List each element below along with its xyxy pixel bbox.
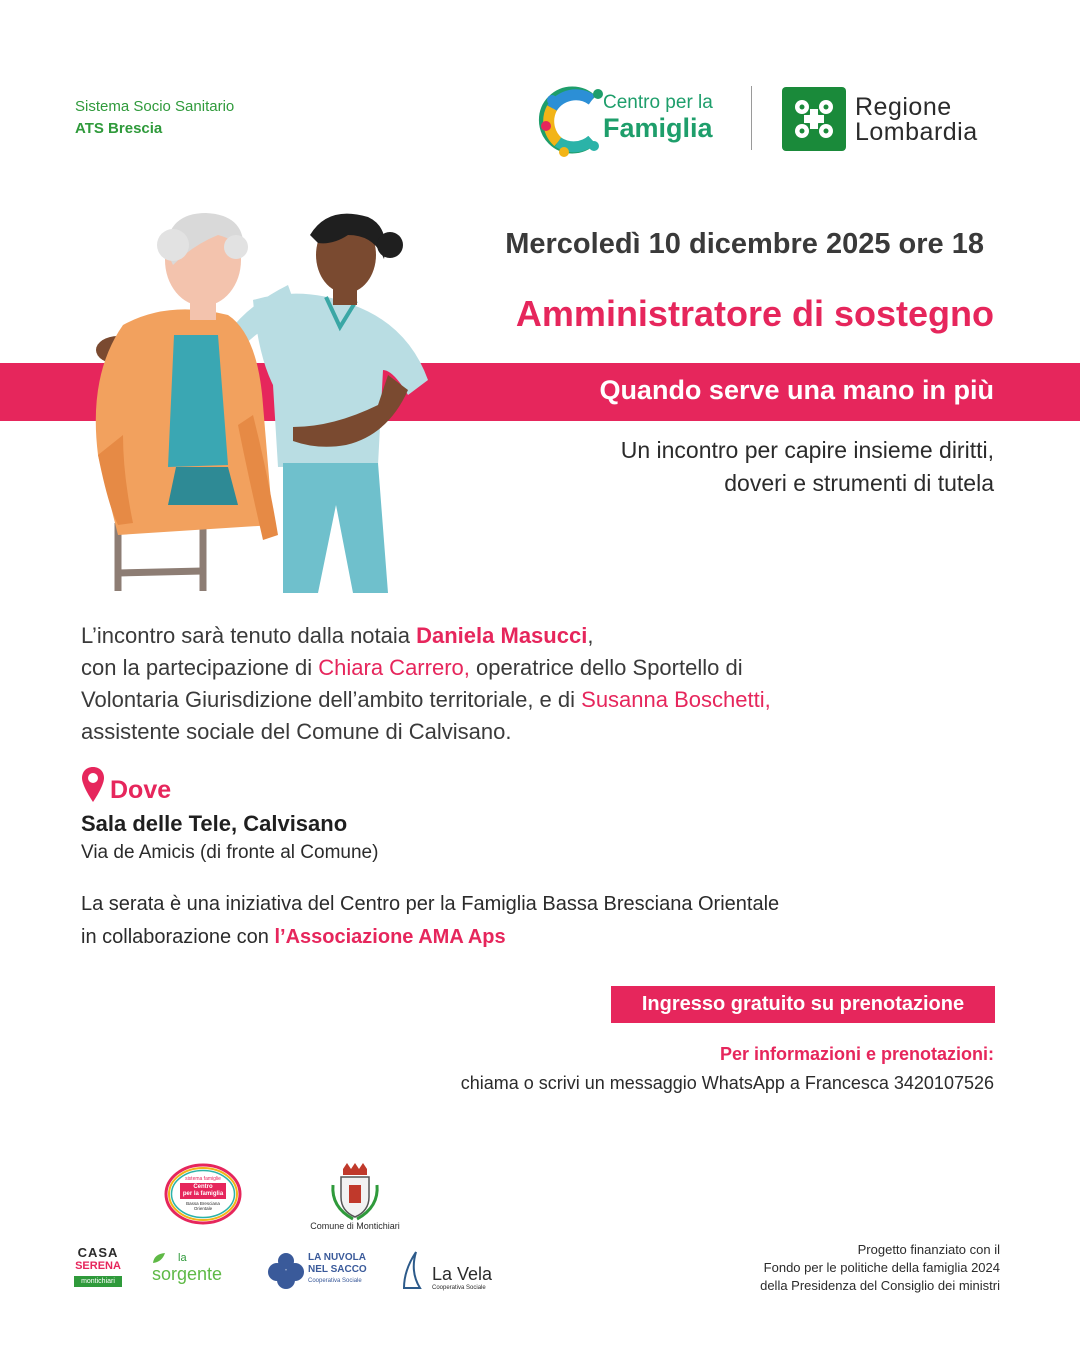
event-title: Amministratore di sostegno (515, 293, 994, 334)
speaker-name: Susanna Boschetti, (581, 687, 771, 712)
leaf-icon (152, 1252, 166, 1264)
intro-text: con la partecipazione di (81, 655, 319, 680)
free-entry-badge: Ingresso gratuito su prenotazione (611, 986, 995, 1023)
cloud-icon (268, 1252, 304, 1290)
ats-line1: Sistema Socio Sanitario (75, 98, 235, 115)
speaker-name: Chiara Carrero, (318, 655, 470, 680)
venue-name: Sala delle Tele, Calvisano (81, 811, 348, 836)
casa-line1: CASA (77, 1245, 119, 1260)
sorgente-line1: la (178, 1252, 187, 1264)
event-date: Mercoledì 10 dicembre 2025 ore 18 (505, 228, 984, 260)
event-subtitle: Quando serve una mano in più (599, 375, 994, 405)
regione-title-line1: Regione (855, 93, 952, 121)
vela-line2: Cooperativa Sociale (432, 1285, 486, 1291)
cpfbbo-line4: Bassa Bresciana (186, 1201, 220, 1206)
where-label: Dove (110, 776, 172, 804)
info-label: Per informazioni e prenotazioni: (719, 1044, 994, 1064)
funding-note (760, 1241, 1000, 1295)
event-description-line1: Un incontro per capire insieme diritti, (620, 437, 994, 463)
vela-line1: La Vela (432, 1264, 493, 1284)
ats-line2: ATS Brescia (75, 120, 163, 137)
collaboration-text (81, 888, 779, 954)
event-description-line2: doveri e strumenti di tutela (724, 470, 994, 496)
intro-text: assistente sociale del Comune di Calvisano. (81, 719, 512, 744)
cpf-title-line2: Famiglia (603, 113, 713, 143)
intro-text: L’incontro sarà tenuto dalla notaia (81, 623, 417, 648)
cpfbbo-line5: Orientale (193, 1206, 213, 1211)
collaboration-line1: La serata è una iniziativa del Centro per la Famiglia Bassa Bresciana Orientale (81, 893, 780, 915)
venue-address: Via de Amicis (di fronte al Comune) (81, 842, 379, 863)
nuvola-line3: Cooperativa Sociale (308, 1278, 362, 1284)
casa-line2: SERENA (75, 1260, 121, 1272)
casa-line3: montichiari (74, 1276, 122, 1287)
regione-lombardia-logo-icon (782, 87, 846, 151)
sorgente-line2: sorgente (152, 1264, 223, 1284)
la-nuvola-nel-sacco-logo (268, 1250, 370, 1294)
caregiver-elderly-illustration-icon (78, 205, 438, 593)
speaker-name: Daniela Masucci (416, 623, 588, 648)
info-contact: chiama o scrivi un messaggio WhatsApp a Francesca 3420107526 (460, 1073, 994, 1093)
casa-serena-logo (74, 1246, 122, 1296)
comune-name: Comune di Montichiari (310, 1221, 400, 1231)
cpf-bassa-bresciana-logo (163, 1162, 243, 1226)
intro-text: , (587, 623, 594, 648)
funding-line1: Progetto finanziato con il (857, 1242, 1000, 1257)
location-pin-icon (81, 766, 105, 804)
header-divider (751, 86, 752, 150)
intro-text: Volontaria Giurisdizione dell’ambito territoriale, e di (81, 687, 582, 712)
cpfbbo-line2: Centro (193, 1184, 213, 1190)
funding-line2: Fondo per le politiche della famiglia 2024 (763, 1260, 1000, 1275)
event-description (621, 434, 994, 500)
sail-icon (400, 1250, 428, 1292)
partner-name: l’Associazione AMA Aps (274, 926, 506, 948)
la-vela-logo (400, 1250, 500, 1294)
comune-crest-icon (329, 1163, 381, 1221)
nuvola-line2: NEL SACCO (308, 1264, 367, 1275)
la-sorgente-logo (152, 1252, 236, 1288)
intro-paragraph (81, 620, 981, 748)
centro-famiglia-logo-icon (538, 82, 608, 158)
cpfbbo-line3: per la famiglia (182, 1191, 224, 1197)
funding-line3: della Presidenza del Consiglio dei ministri (760, 1278, 1000, 1293)
regione-title-line2: Lombardia (855, 118, 978, 146)
nuvola-line1: LA NUVOLA (308, 1252, 366, 1263)
intro-text: operatrice dello Sportello di (469, 655, 743, 680)
cpfbbo-line1: sistema famiglie (185, 1176, 221, 1182)
collaboration-line2: in collaborazione con (81, 926, 275, 948)
cpf-title-line1: Centro per la (603, 92, 713, 113)
